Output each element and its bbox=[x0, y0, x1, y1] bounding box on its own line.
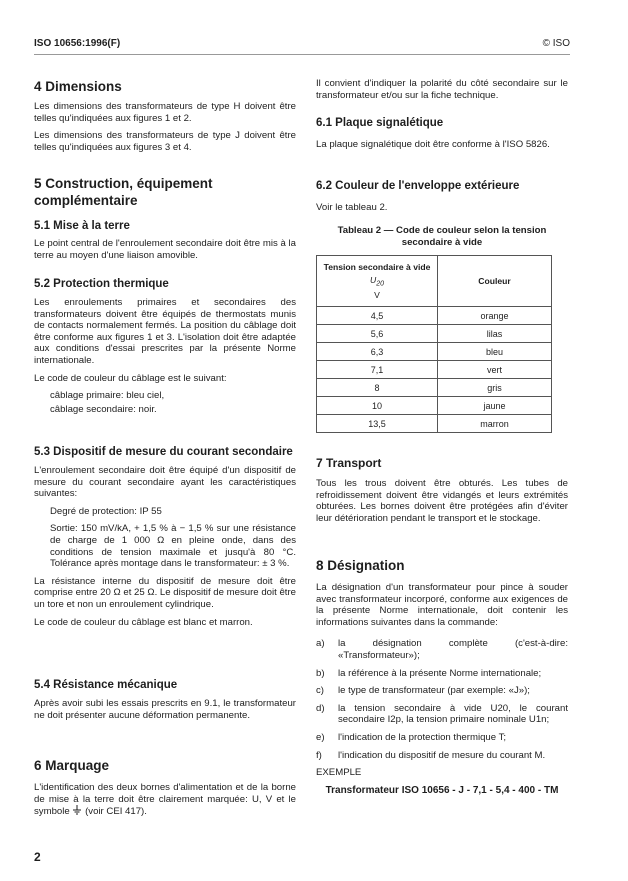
paragraph: Le code de couleur du câblage est le suivant: bbox=[34, 372, 227, 384]
section-5-4 bbox=[34, 678, 296, 721]
ground-symbol-icon bbox=[72, 805, 82, 815]
list-label: b) bbox=[316, 667, 325, 679]
list-item bbox=[316, 750, 568, 762]
section-5-1 bbox=[34, 219, 296, 261]
designation-list bbox=[316, 638, 568, 761]
paragraph: câblage primaire: bleu ciel, bbox=[50, 390, 165, 402]
list-item bbox=[316, 638, 568, 661]
table-caption-line-2: secondaire à vide bbox=[401, 237, 483, 248]
section-heading: 8 Désignation bbox=[316, 558, 405, 573]
color-cell: jaune bbox=[438, 397, 552, 415]
subsection-heading: 5.4 Résistance mécanique bbox=[34, 679, 178, 691]
symbol-u: U bbox=[369, 274, 377, 285]
marking-text: L'identification des deux bornes d'alimentation et de la borne de mise à la terre doit être clairement marquée: U, V et le symbole bbox=[34, 782, 296, 818]
table-2 bbox=[316, 225, 568, 433]
color-code-table bbox=[316, 255, 552, 433]
paragraph: Les dimensions des transformateurs de type J doivent être telles qu'indiquées aux figures 3 et 4. bbox=[34, 130, 296, 153]
table-row bbox=[317, 325, 552, 343]
paragraph: Après avoir subi les essais prescrits en 9.1, le transformateur ne doit présenter aucune déformation permanente. bbox=[34, 698, 296, 721]
list-label: f) bbox=[316, 749, 322, 761]
list-label: a) bbox=[316, 638, 325, 650]
color-cell: vert bbox=[438, 361, 552, 379]
voltage-cell: 8 bbox=[317, 379, 438, 397]
header-rule bbox=[34, 54, 570, 55]
voltage-cell: 13,5 bbox=[317, 415, 438, 433]
table-row bbox=[317, 397, 552, 415]
section-4 bbox=[34, 78, 296, 153]
section-heading: 6 Marquage bbox=[34, 758, 110, 773]
color-cell: bleu bbox=[438, 343, 552, 361]
color-cell: marron bbox=[438, 415, 552, 433]
table-row bbox=[317, 379, 552, 397]
voltage-cell: 4,5 bbox=[317, 307, 438, 325]
section-8 bbox=[316, 557, 568, 796]
copyright: © ISO bbox=[542, 38, 570, 49]
table-caption: Tableau 2 — Code de couleur selon la tension bbox=[337, 225, 547, 236]
paragraph: Les dimensions des transformateurs de type H doivent être telles qu'indiquées aux figures 1 et 2. bbox=[34, 101, 296, 124]
list-label: e) bbox=[316, 731, 325, 743]
color-cell: lilas bbox=[438, 325, 552, 343]
table-row bbox=[317, 361, 552, 379]
paragraph: Degré de protection: IP 55 bbox=[50, 505, 162, 517]
standard-number: ISO 10656:1996(F) bbox=[34, 38, 121, 49]
section-6-2 bbox=[316, 179, 568, 214]
list-text: la désignation complète (c'est-à-dire: «Transformateur»); bbox=[338, 638, 568, 661]
table-row bbox=[317, 343, 552, 361]
list-item bbox=[316, 732, 568, 744]
voltage-cell: 5,6 bbox=[317, 325, 438, 343]
color-cell: orange bbox=[438, 307, 552, 325]
section-heading: 5 Construction, équipement complémentaire bbox=[34, 176, 213, 208]
list-item bbox=[316, 668, 568, 680]
voltage-symbol bbox=[317, 275, 437, 288]
section-6 bbox=[34, 757, 296, 818]
section-6-1 bbox=[316, 116, 568, 151]
subsection-heading: 5.3 Dispositif de mesure du courant secondaire bbox=[34, 446, 293, 458]
paragraph: Il convient d'indiquer la polarité du côté secondaire sur le transformateur et/ou sur la fiche technique. bbox=[316, 78, 568, 101]
paragraph bbox=[34, 782, 296, 818]
list-text: l'indication de la protection thermique T; bbox=[338, 731, 507, 743]
paragraph: câblage secondaire: noir. bbox=[50, 403, 157, 415]
paragraph: L'enroulement secondaire doit être équipé d'un dispositif de mesure du courant secondaire ayant les caractéristiques suivantes: bbox=[34, 465, 296, 500]
column-header-color: Couleur bbox=[438, 256, 552, 307]
example-designation: Transformateur ISO 10656 - J - 7,1 - 5,4 - 400 - TM bbox=[325, 784, 559, 796]
section-heading: 4 Dimensions bbox=[34, 79, 122, 94]
paragraph: Le code de couleur du câblage est blanc et marron. bbox=[34, 616, 253, 628]
paragraph: La résistance interne du dispositif de mesure doit être comprise entre 20 Ω et 25 Ω. Le dispositif de mesure doit être un tore et non un enroulement cylindrique. bbox=[34, 575, 296, 610]
marking-text-end: (voir CEI 417). bbox=[85, 806, 147, 818]
paragraph: La plaque signalétique doit être conforme à l'ISO 5826. bbox=[316, 139, 550, 150]
section-5-3 bbox=[34, 445, 296, 628]
paragraph: Tous les trous doivent être obturés. Les tubes de refroidissement doivent être vidangés et leurs extrémités obturées. Les bornes doivent être protégées afin d'éviter leur détérioration pendant le transport et le stockage. bbox=[316, 478, 568, 524]
voltage-cell: 7,1 bbox=[317, 361, 438, 379]
paragraph: Le point central de l'enroulement secondaire doit être mis à la terre au moyen d'une liaison amovible. bbox=[34, 238, 296, 261]
section-7 bbox=[316, 456, 568, 524]
voltage-unit: V bbox=[374, 290, 380, 301]
section-5-2 bbox=[34, 277, 296, 415]
list-text: l'indication du dispositif de mesure du courant M. bbox=[338, 749, 546, 761]
list-text: la tension secondaire à vide U20, le courant secondaire I2p, la tension primaire nominale U1n; bbox=[338, 702, 568, 726]
paragraph: Les enroulements primaires et secondaires des transformateurs doivent être équipés de thermostats munis de contacts normalement fermés. La position du câblage doit être conforme aux figures 1 et 3. L'isolation doit être adaptée aux conditions d'essai prescrites par la présente Norme internationale. bbox=[34, 297, 296, 366]
section-heading: 7 Transport bbox=[316, 456, 382, 470]
list-text: le type de transformateur (par exemple: «J»); bbox=[338, 685, 530, 697]
paragraph: La désignation d'un transformateur pour pince à souder avec transformateur incorporé, conforme aux exigences de la présente Norme internationale, doit contenir les informations suivantes dans la commande: bbox=[316, 582, 568, 628]
page-number: 2 bbox=[34, 850, 41, 864]
voltage-cell: 10 bbox=[317, 397, 438, 415]
example-label: EXEMPLE bbox=[316, 767, 362, 779]
color-cell: gris bbox=[438, 379, 552, 397]
column-header-voltage bbox=[317, 256, 438, 307]
paragraph: Voir le tableau 2. bbox=[316, 202, 388, 213]
subsection-heading: 6.2 Couleur de l'enveloppe extérieure bbox=[316, 180, 520, 192]
list-label: d) bbox=[316, 702, 325, 714]
paragraph: Sortie: 150 mV/kA, + 1,5 % à − 1,5 % sur une résistance de charge de 1 000 Ω en pleine onde, dans des conditions de tension maximale et jusqu'à 80 °C. Tolérance après montage dans le transformateur: ± 3 %. bbox=[50, 523, 296, 570]
subsection-heading: 5.1 Mise à la terre bbox=[34, 220, 130, 232]
list-text: la référence à la présente Norme internationale; bbox=[338, 667, 542, 679]
table-row bbox=[317, 415, 552, 433]
list-item bbox=[316, 703, 568, 726]
list-label: c) bbox=[316, 685, 324, 697]
symbol-subscript: 20 bbox=[376, 280, 384, 288]
list-item bbox=[316, 685, 568, 697]
voltage-cell: 6,3 bbox=[317, 343, 438, 361]
subsection-heading: 6.1 Plaque signalétique bbox=[316, 117, 444, 129]
table-row bbox=[317, 307, 552, 325]
voltage-header-label: Tension secondaire à vide bbox=[323, 261, 431, 272]
marking-continued bbox=[316, 78, 568, 101]
section-5 bbox=[34, 175, 296, 209]
subsection-heading: 5.2 Protection thermique bbox=[34, 278, 169, 290]
